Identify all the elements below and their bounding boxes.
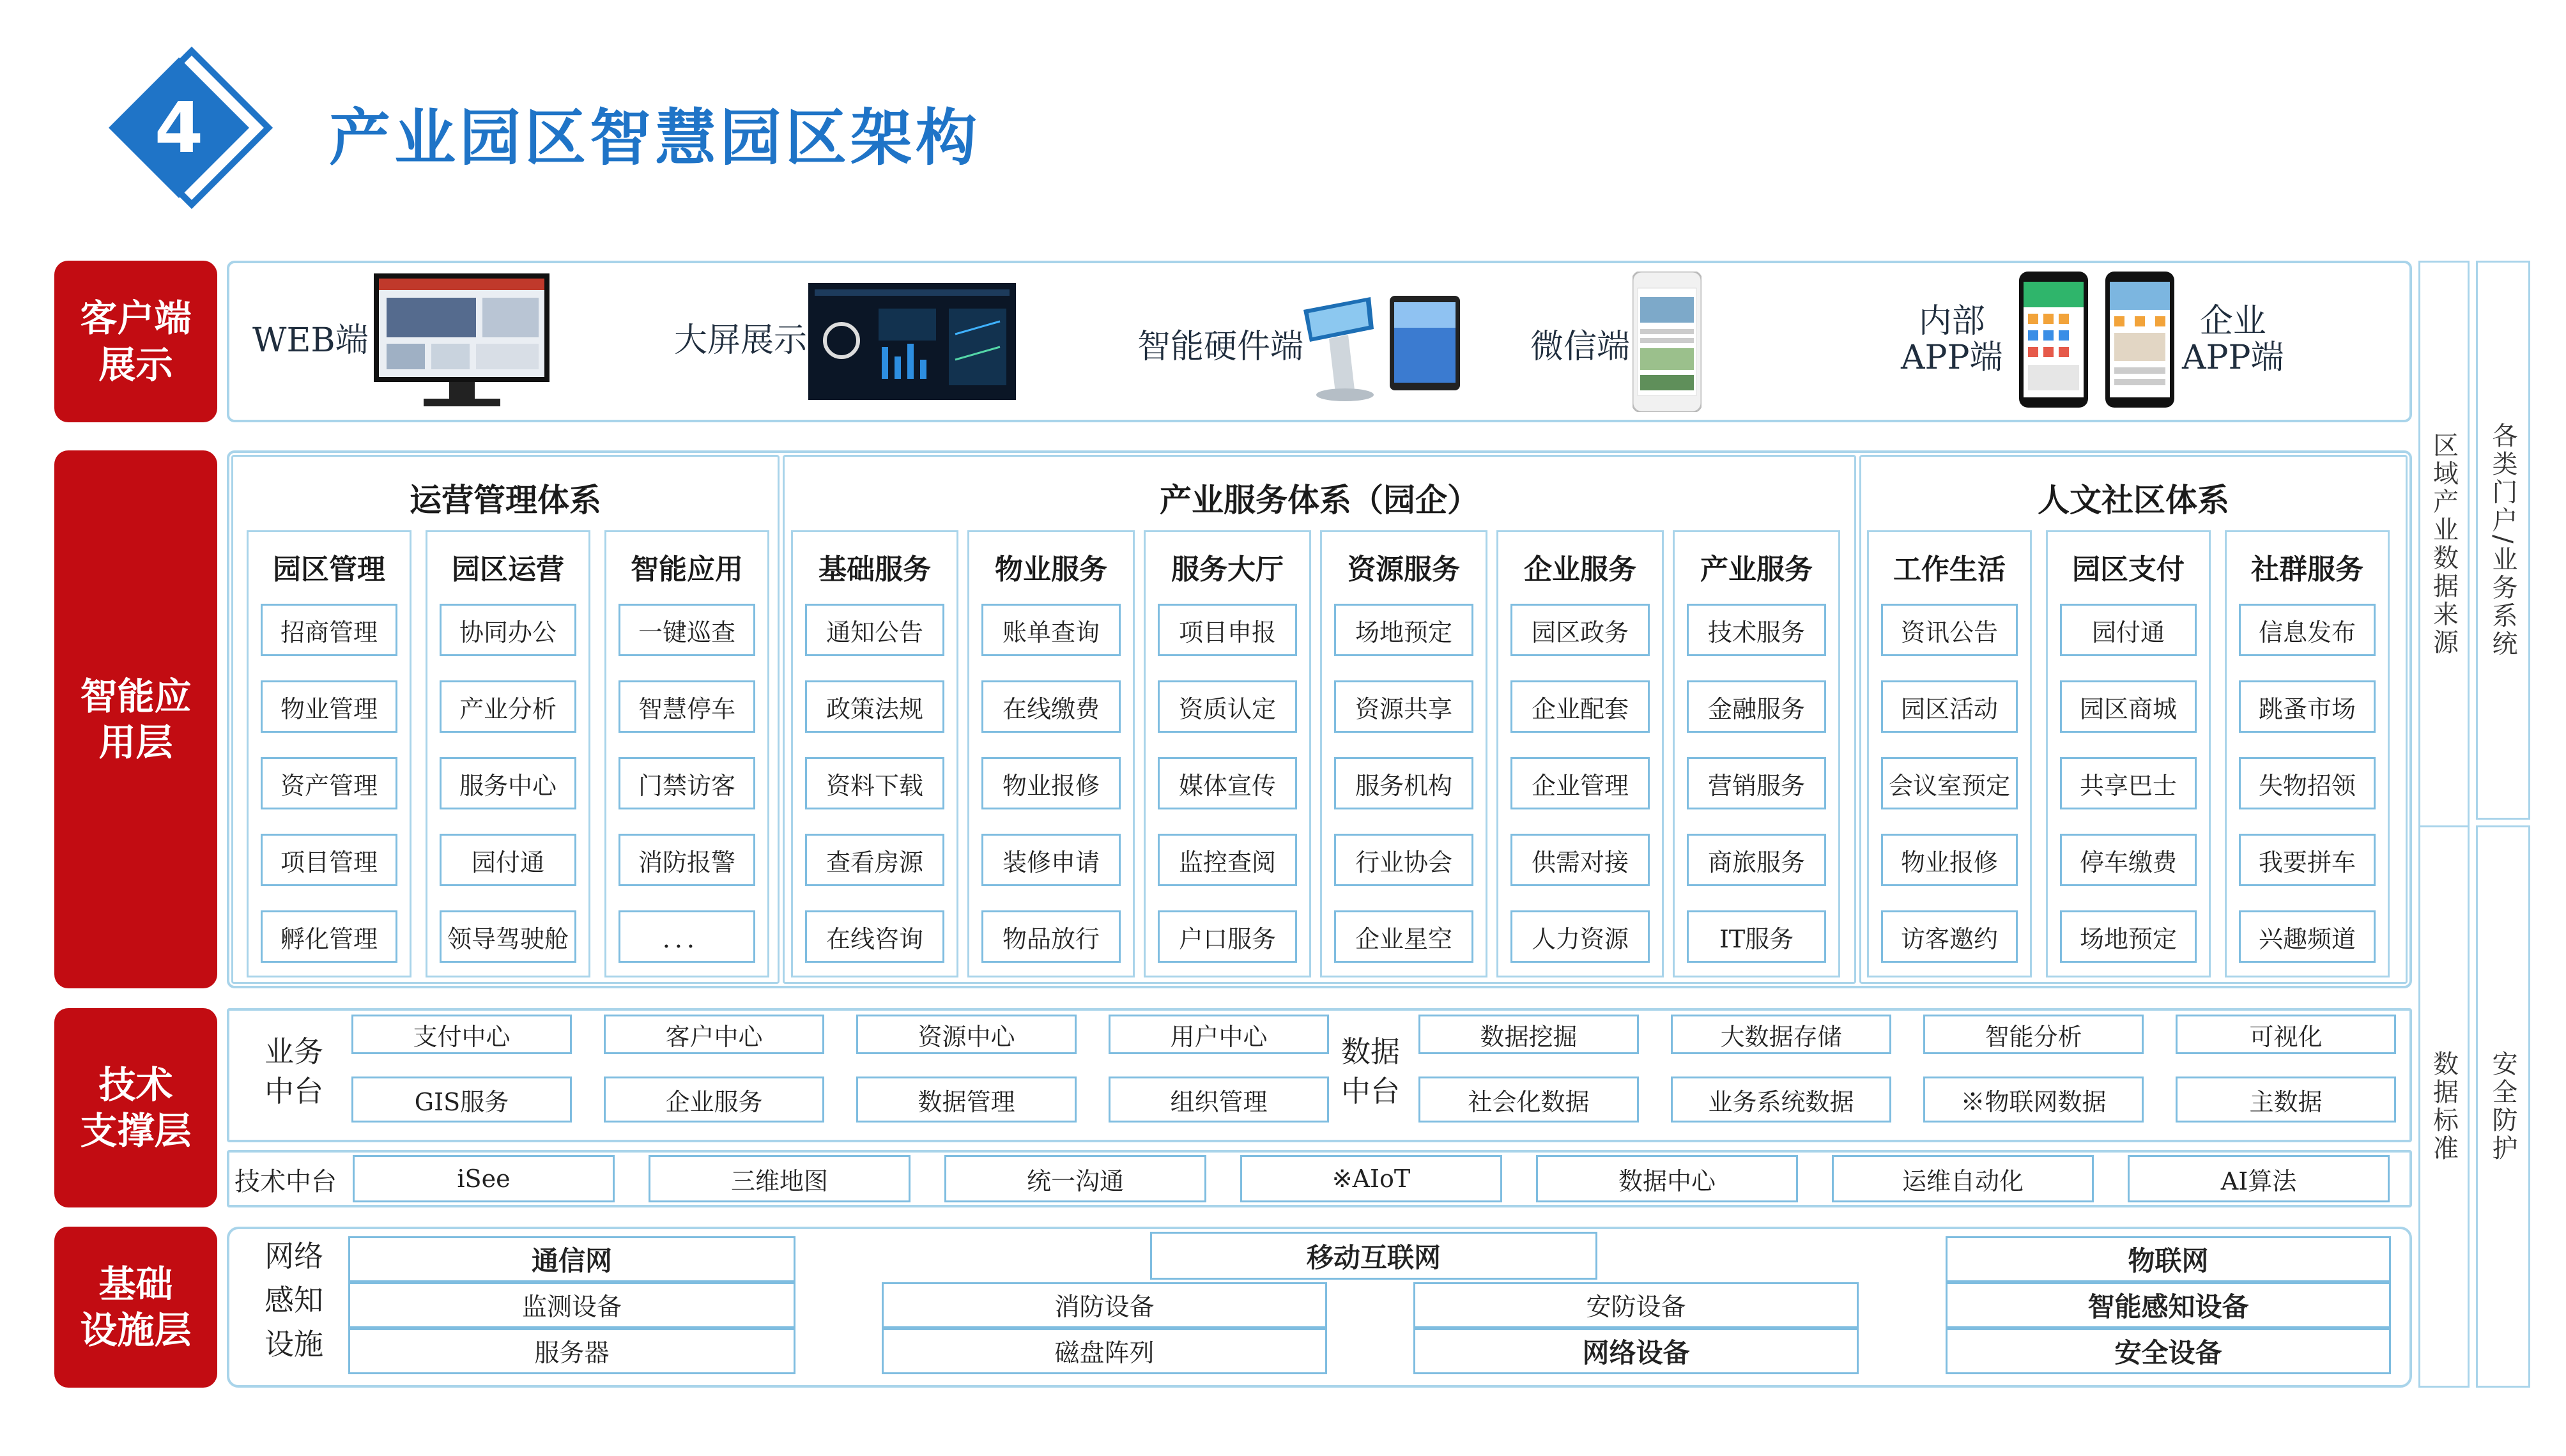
security-device-cell: 安防设备	[1413, 1282, 1859, 1328]
app-column-title: 基础服务	[818, 553, 931, 586]
biz-middle-item[interactable]: 组织管理	[1109, 1077, 1329, 1123]
app-item[interactable]: 装修申请	[981, 834, 1121, 886]
app-item[interactable]: 园区政务	[1510, 604, 1650, 656]
app-column-title: 产业服务	[1700, 553, 1813, 586]
app-item[interactable]: 资质认定	[1158, 680, 1297, 733]
biz-middle-item[interactable]: 用户中心	[1109, 1015, 1329, 1054]
app-item[interactable]: 人力资源	[1510, 910, 1650, 963]
app-item[interactable]: 资料下载	[805, 757, 944, 809]
app-item[interactable]: 园付通	[2060, 604, 2197, 656]
data-standard-column: 数据标准	[2418, 825, 2470, 1388]
app-column-title: 物业服务	[995, 553, 1107, 586]
smart-sensing-cell: 智能感知设备	[1946, 1282, 2391, 1328]
app-column-title: 资源服务	[1348, 553, 1460, 586]
app-item[interactable]: 失物招领	[2239, 757, 2376, 809]
data-middle-item[interactable]: 社会化数据	[1418, 1077, 1639, 1123]
app-column-title: 服务大厅	[1171, 553, 1284, 586]
security-column: 安全防护	[2476, 825, 2530, 1388]
app-group-title: 产业服务体系（园企）	[1160, 482, 1479, 519]
app-item[interactable]: 在线咨询	[805, 910, 944, 963]
app-item[interactable]: 企业管理	[1510, 757, 1650, 809]
biz-middle-item[interactable]: GIS服务	[351, 1077, 572, 1123]
dashboard-screen-icon	[808, 283, 1016, 400]
app-item[interactable]: 园区活动	[1881, 680, 2018, 733]
section-number-badge	[109, 45, 275, 211]
app-item[interactable]: 孵化管理	[261, 910, 397, 963]
layer-label-tech: 技术 支撑层	[54, 1008, 217, 1207]
app-item[interactable]: 园付通	[440, 834, 576, 886]
app-item[interactable]: 企业配套	[1510, 680, 1650, 733]
biz-middle-item[interactable]: 数据管理	[856, 1077, 1077, 1123]
app-group-title: 运营管理体系	[410, 482, 601, 519]
mobile-net-cell: 移动互联网	[1150, 1232, 1597, 1280]
app-column-title: 企业服务	[1524, 553, 1636, 586]
safety-device-cell: 安全设备	[1946, 1328, 2391, 1374]
app-item[interactable]: 园区商城	[2060, 680, 2197, 733]
layer-label-app: 智能应 用层	[54, 450, 217, 988]
app-item[interactable]: 政策法规	[805, 680, 944, 733]
app-item[interactable]: 一键巡查	[618, 604, 755, 656]
tech-middle-item[interactable]: iSee	[353, 1155, 615, 1202]
tech-middle-item[interactable]: AI算法	[2128, 1155, 2390, 1202]
network-device-cell: 网络设备	[1413, 1328, 1859, 1374]
app-item[interactable]: 消防报警	[618, 834, 755, 886]
app-column-title: 社群服务	[2251, 553, 2363, 586]
app-item[interactable]: ．．．	[618, 910, 755, 963]
app-column-title: 园区运营	[452, 553, 564, 586]
inner-app-label: 内部 APP端	[1901, 302, 2003, 378]
data-middle-item[interactable]: 智能分析	[1923, 1015, 2144, 1054]
layer-label-infra: 基础 设施层	[54, 1227, 217, 1388]
app-item[interactable]: 信息发布	[2239, 604, 2376, 656]
app-item[interactable]: 物品放行	[981, 910, 1121, 963]
layer-label-client: 客户端 展示	[54, 261, 217, 422]
app-item[interactable]: 产业分析	[440, 680, 576, 733]
app-item[interactable]: 在线缴费	[981, 680, 1121, 733]
app-item[interactable]: 服务中心	[440, 757, 576, 809]
app-item[interactable]: 招商管理	[261, 604, 397, 656]
tech-middle-item[interactable]: 运维自动化	[1832, 1155, 2094, 1202]
data-middle-item[interactable]: 主数据	[2176, 1077, 2396, 1123]
app-item[interactable]: 监控查阅	[1158, 834, 1297, 886]
app-item[interactable]: 服务机构	[1334, 757, 1473, 809]
app-item[interactable]: 物业报修	[981, 757, 1121, 809]
app-item[interactable]: 资产管理	[261, 757, 397, 809]
enterprise-app-label: 企业 APP端	[2182, 302, 2284, 378]
wechat-label: 微信端	[1530, 328, 1631, 366]
app-item[interactable]: 供需对接	[1510, 834, 1650, 886]
data-middle-label: 数据 中台	[1341, 1034, 1400, 1109]
app-item[interactable]: 物业报修	[1881, 834, 2018, 886]
app-item[interactable]: 领导驾驶舱	[440, 910, 576, 963]
data-middle-item[interactable]: 数据挖掘	[1418, 1015, 1639, 1054]
kiosk-icon	[1297, 294, 1377, 402]
biz-middle-item[interactable]: 支付中心	[351, 1015, 572, 1054]
app-item[interactable]: 账单查询	[981, 604, 1121, 656]
portal-column: 各类门户/业务系统	[2476, 261, 2530, 820]
app-item[interactable]: 金融服务	[1687, 680, 1826, 733]
data-source-column: 区域产业数据来源	[2418, 261, 2470, 828]
iot-net-cell: 物联网	[1946, 1236, 2391, 1282]
app-group-title: 人文社区体系	[2038, 482, 2229, 519]
biz-middle-item[interactable]: 资源中心	[856, 1015, 1077, 1054]
app-column-title: 园区管理	[273, 553, 385, 586]
app-item[interactable]: 项目管理	[261, 834, 397, 886]
fire-device-cell: 消防设备	[882, 1282, 1327, 1328]
app-item[interactable]: 企业星空	[1334, 910, 1473, 963]
smartphone-icon	[1633, 272, 1702, 412]
monitor-device-cell: 监测设备	[348, 1282, 795, 1328]
web-label: WEB端	[252, 321, 369, 360]
app-item[interactable]: 资源共享	[1334, 680, 1473, 733]
app-item[interactable]: 停车缴费	[2060, 834, 2197, 886]
app-item[interactable]: 物业管理	[261, 680, 397, 733]
tech-middle-item[interactable]: 三维地图	[649, 1155, 910, 1202]
tech-middle-item[interactable]: 统一沟通	[944, 1155, 1206, 1202]
app-item[interactable]: 智慧停车	[618, 680, 755, 733]
app-item[interactable]: 会议室预定	[1881, 757, 2018, 809]
data-middle-item[interactable]: 大数据存储	[1671, 1015, 1891, 1054]
app-item[interactable]: 场地预定	[1334, 604, 1473, 656]
server-cell: 服务器	[348, 1328, 795, 1374]
monitor-icon	[374, 273, 549, 409]
data-middle-item[interactable]: 业务系统数据	[1671, 1077, 1891, 1123]
inner-app-phone-icon	[2019, 272, 2088, 408]
section-number: 4	[154, 87, 204, 169]
biz-middle-label: 业务 中台	[265, 1034, 323, 1109]
app-item[interactable]: 行业协会	[1334, 834, 1473, 886]
app-item[interactable]: 查看房源	[805, 834, 944, 886]
app-item[interactable]: 访客邀约	[1881, 910, 2018, 963]
app-column-title: 智能应用	[631, 553, 743, 586]
app-item[interactable]: 门禁访客	[618, 757, 755, 809]
infra-label: 网络 感知 设施	[265, 1239, 323, 1361]
page-title: 产业园区智慧园区架构	[329, 102, 981, 174]
biz-middle-item[interactable]: 客户中心	[604, 1015, 824, 1054]
app-item[interactable]: 跳蚤市场	[2239, 680, 2376, 733]
app-item[interactable]: IT服务	[1687, 910, 1826, 963]
tech-middle-item[interactable]: 数据中心	[1536, 1155, 1798, 1202]
bigscreen-label: 大屏展示	[674, 321, 808, 360]
tech-middle-item[interactable]: ※AIoT	[1240, 1155, 1502, 1202]
app-item[interactable]: 营销服务	[1687, 757, 1826, 809]
app-item[interactable]: 兴趣频道	[2239, 910, 2376, 963]
app-column-title: 工作生活	[1893, 553, 2006, 586]
app-item[interactable]: 户口服务	[1158, 910, 1297, 963]
app-column-title: 园区支付	[2072, 553, 2185, 586]
tablet-icon	[1390, 296, 1460, 390]
data-middle-item[interactable]: ※物联网数据	[1923, 1077, 2144, 1123]
app-item[interactable]: 技术服务	[1687, 604, 1826, 656]
app-item[interactable]: 媒体宣传	[1158, 757, 1297, 809]
hardware-label: 智能硬件端	[1137, 328, 1304, 366]
app-item[interactable]: 通知公告	[805, 604, 944, 656]
app-item[interactable]: 场地预定	[2060, 910, 2197, 963]
disk-array-cell: 磁盘阵列	[882, 1328, 1327, 1374]
app-item[interactable]: 项目申报	[1158, 604, 1297, 656]
data-middle-item[interactable]: 可视化	[2176, 1015, 2396, 1054]
app-item[interactable]: 资讯公告	[1881, 604, 2018, 656]
enterprise-app-phone-icon	[2105, 272, 2174, 408]
app-item[interactable]: 协同办公	[440, 604, 576, 656]
tech-middle-label: 技术中台	[234, 1167, 337, 1197]
app-item[interactable]: 商旅服务	[1687, 834, 1826, 886]
app-item[interactable]: 我要拼车	[2239, 834, 2376, 886]
biz-middle-item[interactable]: 企业服务	[604, 1077, 824, 1123]
app-item[interactable]: 共享巴士	[2060, 757, 2197, 809]
comm-net-cell: 通信网	[348, 1236, 795, 1282]
